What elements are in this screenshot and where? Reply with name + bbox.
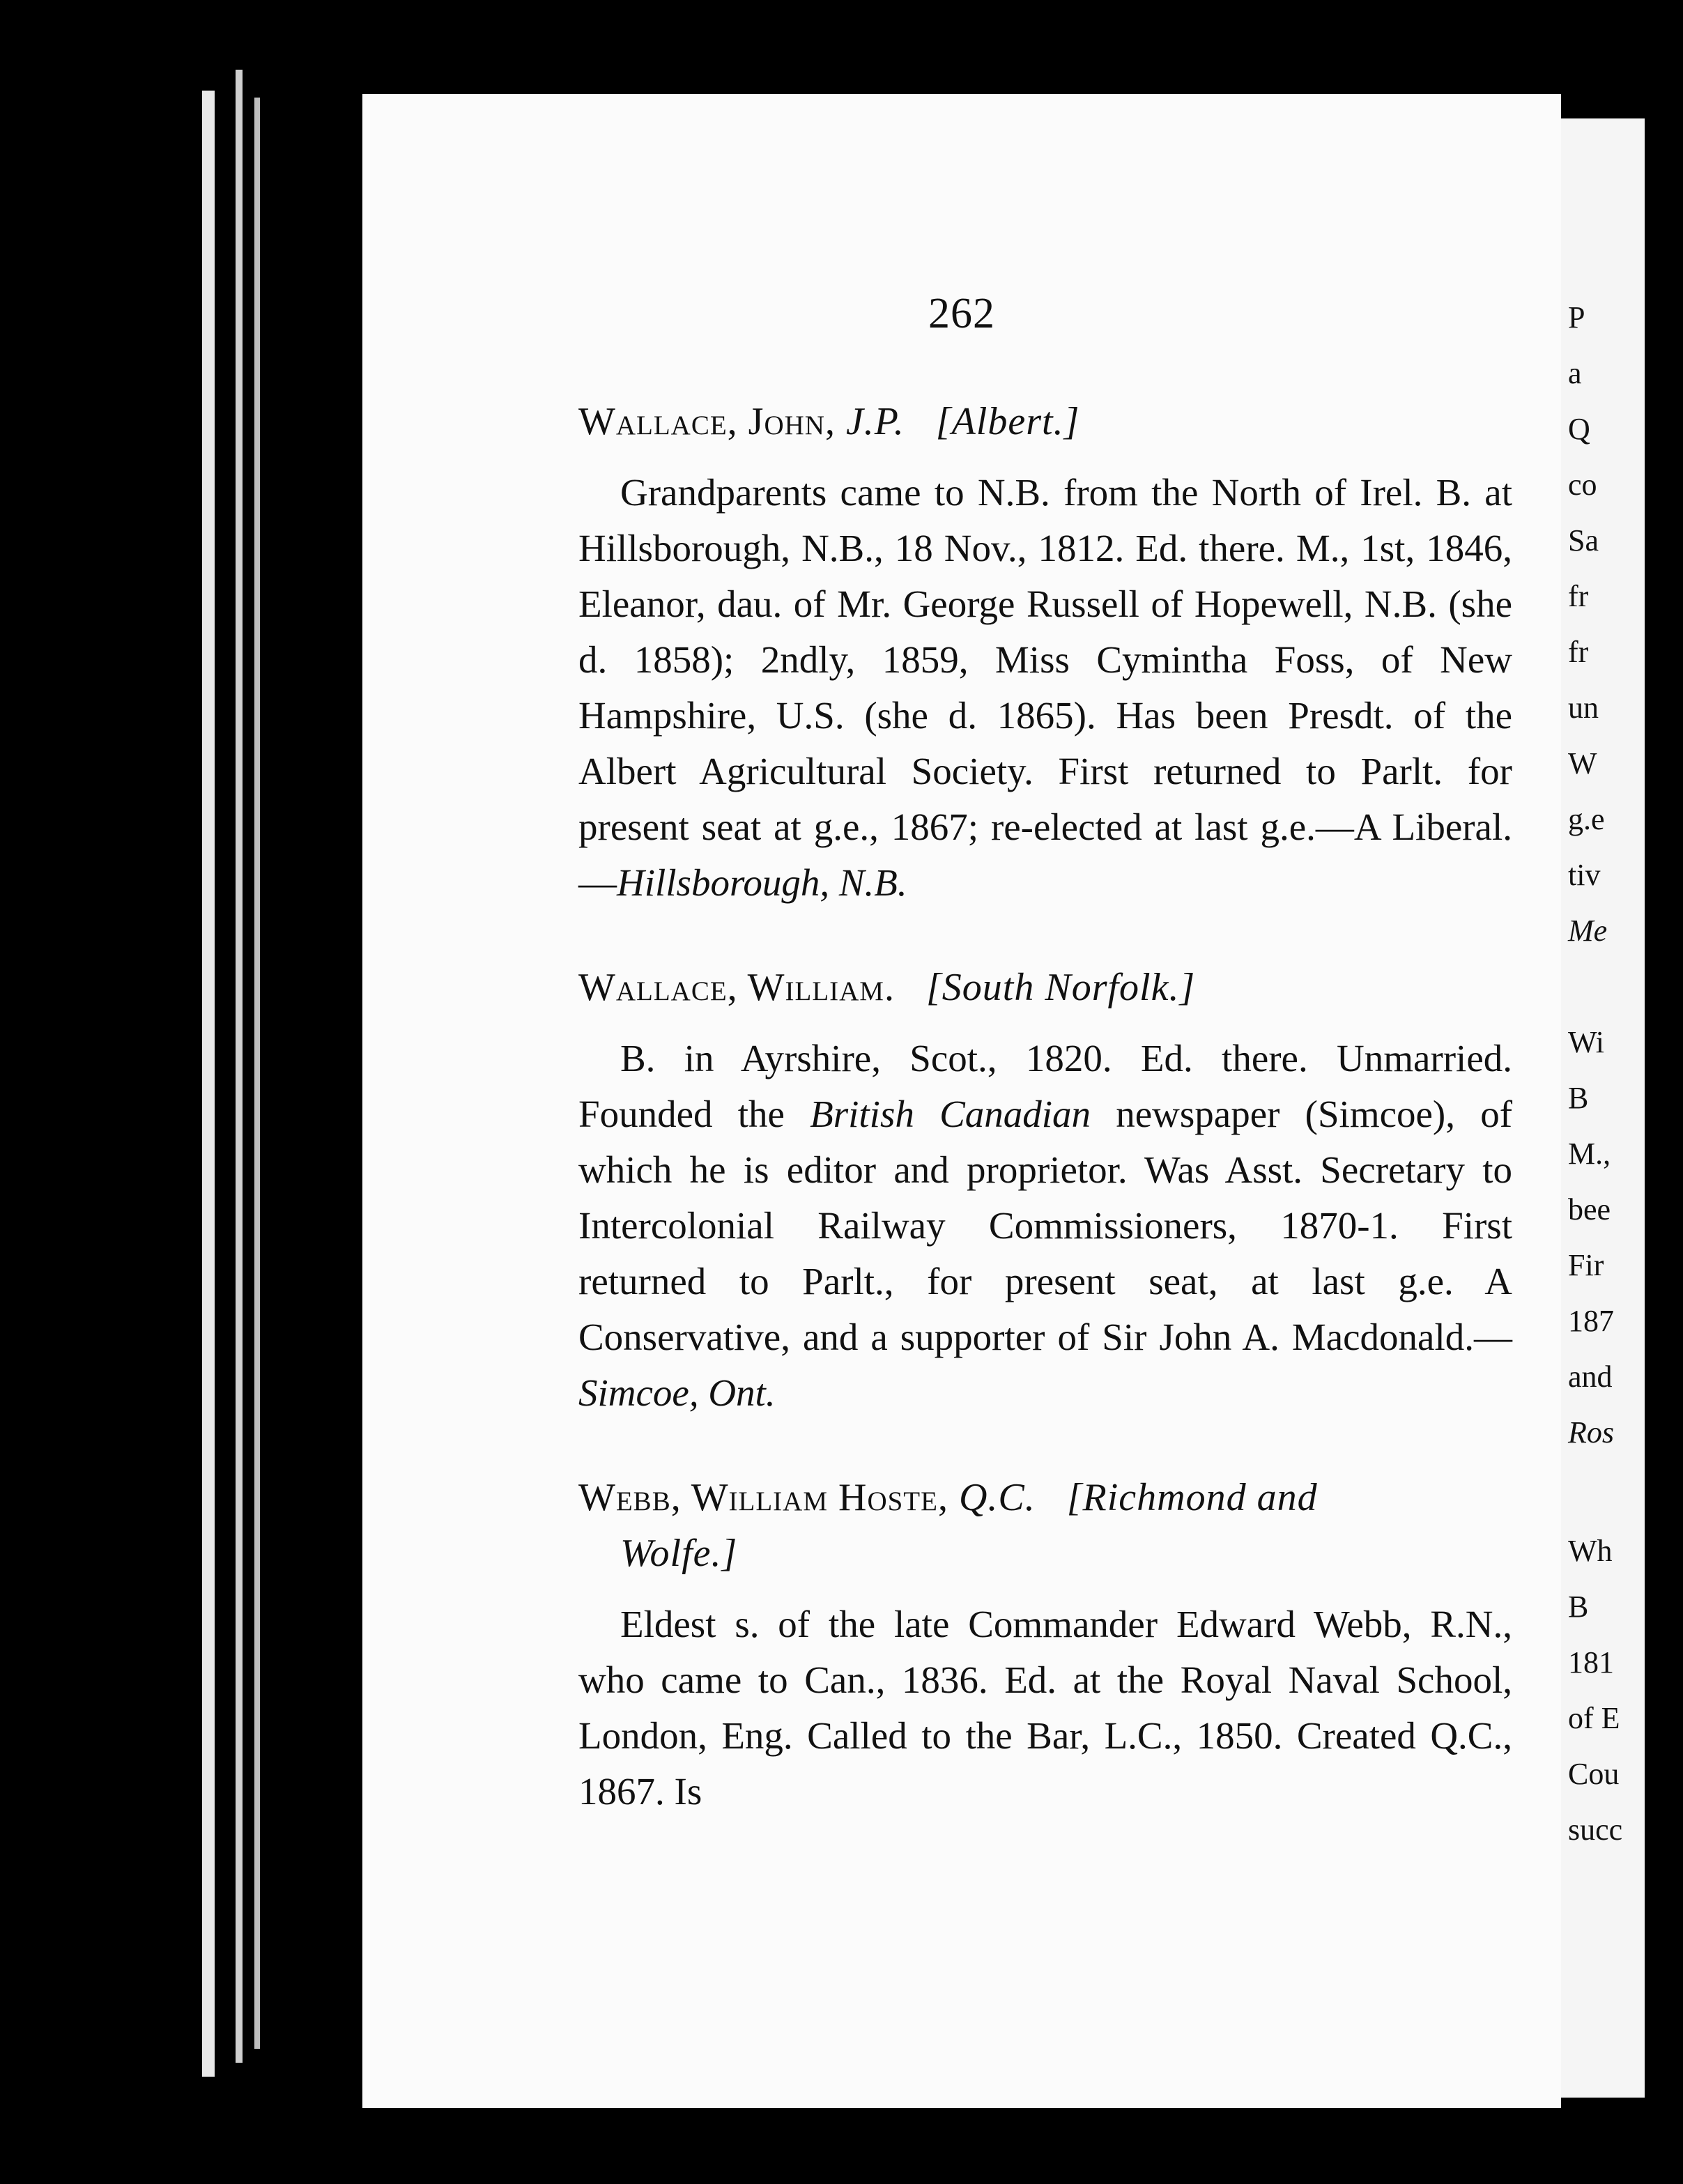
entry-role: Q.C. (958, 1476, 1036, 1519)
page-number: 262 (928, 290, 995, 337)
next-page-text-fragment: co (1568, 468, 1597, 502)
entry-heading (578, 394, 1683, 449)
next-page-text-fragment: 187 (1568, 1304, 1614, 1338)
next-page-text-fragment: Wh (1568, 1534, 1613, 1568)
entry-body (578, 1031, 1512, 1421)
book-binding-edge (202, 70, 265, 2077)
next-page-text-fragment: fr (1568, 635, 1589, 669)
next-page-text-fragment: g.e (1568, 802, 1605, 836)
next-page-text-fragment: W (1568, 746, 1597, 780)
next-page-text-fragment: Fir (1568, 1248, 1604, 1282)
next-page-text-fragment: Q (1568, 412, 1590, 446)
entry-body (578, 1597, 1512, 1820)
next-page-text-fragment: and (1568, 1360, 1613, 1394)
entry-name: Wallace, John, (578, 400, 836, 443)
entry-body (578, 465, 1512, 911)
next-page-text-fragment: B (1568, 1590, 1589, 1624)
page-content (578, 394, 1683, 1868)
next-page-text-fragment: B (1568, 1081, 1589, 1115)
entry-address: Simcoe, Ont. (578, 1371, 776, 1414)
entry-text-continued: newspaper (Simcoe), of which he is editor and proprietor. Was Asst. Secretary to Intercolonial Railway Commissioners, 1870-1. First returned to Parlt., for present seat, at last g.e. A Conservative, and a supporter of Sir John A. Macdonald.— (578, 1093, 1513, 1358)
next-page-text-fragment: a (1568, 356, 1582, 390)
next-page-text-fragment: bee (1568, 1192, 1611, 1226)
next-page-text-fragment: of E (1568, 1701, 1620, 1735)
next-page-sliver (1561, 118, 1645, 2098)
entry-address: Hillsborough, N.B. (617, 861, 907, 904)
newspaper-title: British Canadian (810, 1093, 1091, 1135)
next-page-text-fragment: 181 (1568, 1645, 1614, 1679)
entry-text: B. in Ayrshire, Scot., 1820. Ed. there. Unmarried. Founded the (578, 1037, 1512, 1135)
entry-heading (578, 960, 1683, 1015)
next-page-text-fragment: Cou (1568, 1757, 1620, 1791)
entry-riding-continued: Wolfe.] (620, 1532, 738, 1575)
entry-wallace-john (578, 394, 1683, 911)
next-page-text-fragment: un (1568, 691, 1599, 725)
entry-heading (578, 1470, 1683, 1581)
next-page-text-fragment: Sa (1568, 523, 1599, 557)
next-page-text-fragment: succ (1568, 1813, 1623, 1847)
next-page-text-fragment: Wi (1568, 1025, 1604, 1059)
entry-text: Eldest s. of the late Commander Edward Webb, R.N., who came to Can., 1836. Ed. at the Royal Naval School, London, Eng. Called to the Bar, L.C., 1850. Created Q.C., 1867. Is (578, 1603, 1512, 1813)
entry-name: Wallace, William. (578, 966, 895, 1009)
entry-webb-william (578, 1470, 1683, 1820)
page-edge-strip (254, 98, 260, 2049)
entry-text: Grandparents came to N.B. from the North of Irel. B. at Hillsborough, N.B., 18 Nov., 1812. Ed. there. M., 1st, 1846, Eleanor, dau. of Mr. George Russell of Hopewell, N.B. (she d. 1858); 2ndly, 1859, Miss Cymintha Foss, of New Hampshire, U.S. (she d. 1865). Has been Presdt. of the Albert Agricultural Society. First returned to Parlt. for present seat at g.e., 1867; re-elected at last g.e.—A Liberal.— (578, 471, 1512, 904)
next-page-text-fragment: Ros (1568, 1415, 1614, 1449)
entry-wallace-william (578, 960, 1683, 1421)
next-page-text-fragment: Me (1568, 914, 1608, 948)
next-page-text-fragment: tiv (1568, 858, 1601, 892)
page-edge-strip (202, 91, 215, 2077)
entry-name: Webb, William Hoste, (578, 1476, 948, 1519)
next-page-text-fragment: P (1568, 300, 1585, 334)
entry-role: J.P. (845, 400, 905, 443)
entry-riding: [Albert.] (935, 400, 1080, 443)
entry-riding: [Richmond and (1066, 1476, 1318, 1519)
page-edge-strip (236, 70, 243, 2063)
next-page-text-fragment: M., (1568, 1137, 1611, 1171)
entry-riding: [South Norfolk.] (925, 966, 1196, 1009)
book-page (362, 94, 1561, 2108)
next-page-text-fragment: fr (1568, 579, 1589, 613)
